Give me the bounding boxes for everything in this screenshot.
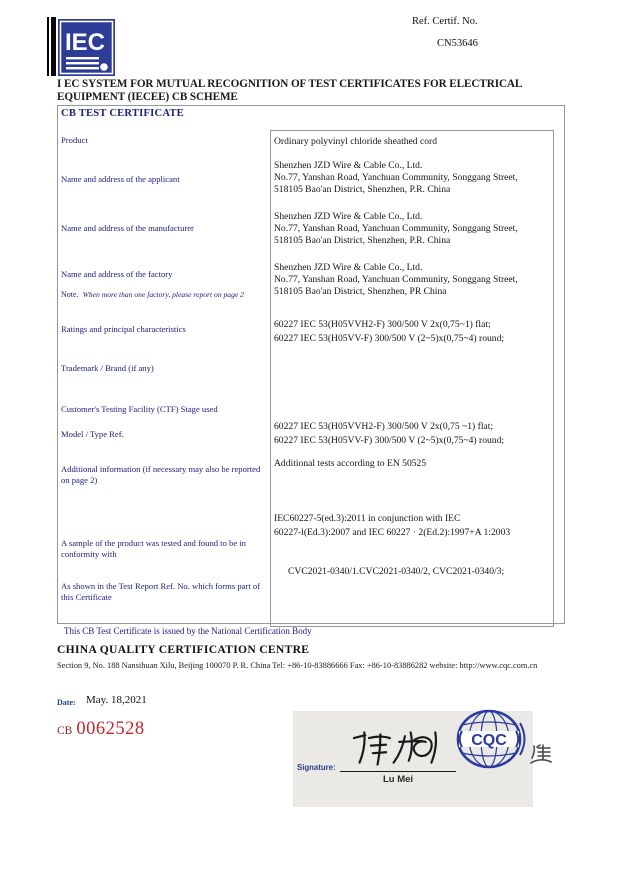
iec-logo-icon xyxy=(58,19,115,76)
signature-label: Signature: xyxy=(297,763,336,772)
factory-value: Shenzhen JZD Wire & Cable Co., Ltd. No.77, Yanshan Road, Yanchuan Community, Songgang Street, 518105 Bao'an District, Shenzhen, PR China xyxy=(274,262,518,298)
cqc-logo-text: CQC xyxy=(471,732,507,749)
model-value: 60227 IEC 53(H05VVH2-F) 300/500 V 2x(0,75 ~1) flat; 60227 IEC 53(H05VV-F) 300/500 V (2~5)x(0,75~4) round; xyxy=(274,421,505,446)
factory-note-text: When more than one factory, please report on page 2 xyxy=(82,290,244,299)
cqc-logo-icon xyxy=(456,708,528,771)
ref-certif-label: Ref. Certif. No. xyxy=(412,16,478,27)
logo-spine-bar xyxy=(51,17,56,76)
applicant-value: Shenzhen JZD Wire & Cable Co., Ltd. No.77, Yanshan Road, Yanchuan Community, Songgang Street, 518105 Bao'an District, Shenzhen, P.R. China xyxy=(274,160,518,196)
conformity-value: IEC60227-5(ed.3):2011 in conjunction with IEC 60227-l(Ed.3):2007 and IEC 60227 · 2(Ed.2):1997+A 1:2003 xyxy=(274,513,511,538)
cb-number-row xyxy=(57,719,145,740)
manufacturer-label: Name and address of the manufacturer xyxy=(61,223,194,233)
issuer-name: CHINA QUALITY CERTIFICATION CENTRE xyxy=(57,643,310,656)
product-label: Product xyxy=(61,135,88,145)
trademark-label: Trademark / Brand (if any) xyxy=(61,363,154,373)
cb-number: 0062528 xyxy=(76,719,145,739)
iec-logo-text: IEC xyxy=(64,29,106,56)
factory-label: Name and address of the factory xyxy=(61,269,173,279)
model-label: Model / Type Ref. xyxy=(61,429,124,439)
ctf-label: Customer's Testing Facility (CTF) Stage used xyxy=(61,404,218,414)
conformity-label: A sample of the product was tested and found to be in conformity with xyxy=(61,538,246,559)
factory-note-prefix: Note. xyxy=(61,290,79,299)
signature-name: Lu Mei xyxy=(382,774,414,785)
additional-label: Additional information (if necessary may also be reported on page 2) xyxy=(61,464,261,485)
factory-note xyxy=(61,284,271,302)
logo-spine-line xyxy=(47,17,49,76)
signature-handwriting-icon xyxy=(352,726,456,770)
scheme-title: I EC SYSTEM FOR MUTUAL RECOGNITION OF TEST CERTIFICATES FOR ELECTRICAL EQUIPMENT (IECEE) CB SCHEME xyxy=(57,78,522,103)
ratings-label: Ratings and principal characteristics xyxy=(61,324,186,334)
stamp-character-icon xyxy=(530,744,552,766)
date-value: May. 18,2021 xyxy=(86,694,147,706)
signature-line xyxy=(340,771,456,772)
ref-certif-number: CN53646 xyxy=(437,38,478,49)
applicant-label: Name and address of the applicant xyxy=(61,174,180,184)
manufacturer-value: Shenzhen JZD Wire & Cable Co., Ltd. No.77, Yanshan Road, Yanchuan Community, Songgang Street, 518105 Bao'an District, Shenzhen, P.R. China xyxy=(274,211,518,247)
additional-value: Additional tests according to EN 50525 xyxy=(274,458,427,469)
ratings-value: 60227 IEC 53(H05VVH2-F) 300/500 V 2x(0,75~1) flat; 60227 IEC 53(H05VV-F) 300/500 V (2~5)x(0,75~4) round; xyxy=(274,319,505,344)
certificate-title: CB TEST CERTIFICATE xyxy=(61,108,184,119)
cb-prefix: CB xyxy=(57,725,73,737)
report-label: As shown in the Test Report Ref. No. which forms part of this Certificate xyxy=(61,581,261,602)
product-value: Ordinary polyvinyl chloride sheathed cord xyxy=(274,136,438,147)
report-value: CVC2021-0340/1.CVC2021-0340/2, CVC2021-0340/3; xyxy=(288,566,505,577)
certificate-value-box xyxy=(270,130,554,627)
issuer-address: Section 9, No. 188 Nansihuan Xilu, Beijing 100070 P. R. China Tel: +86-10-83886666 Fax: +86-10-83886282 website: http://www.cqc.com.cn xyxy=(57,661,538,670)
issued-note: This CB Test Certificate is issued by the National Certification Body xyxy=(64,626,312,636)
date-label: Date: xyxy=(57,698,76,707)
